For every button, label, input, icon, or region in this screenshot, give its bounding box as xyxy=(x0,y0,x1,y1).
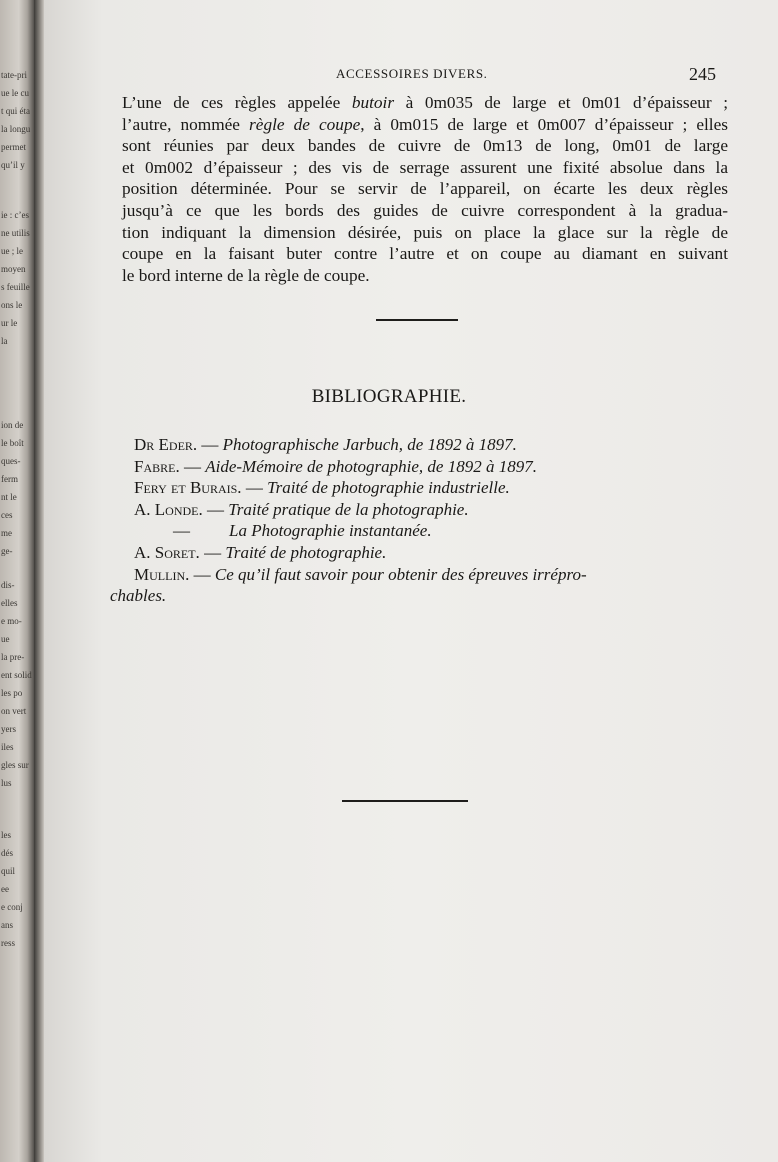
running-header xyxy=(290,66,716,88)
facing-page-fragment: ion de xyxy=(1,420,24,430)
facing-page-fragment: ne utilis xyxy=(1,228,30,238)
facing-page-fragment: ue xyxy=(1,634,10,644)
facing-page-fragment: t qui éta xyxy=(1,106,30,116)
body-line: position déterminée. Pour se servir de l’appareil, on écarte les deux règles xyxy=(122,179,728,199)
body-line: tion indiquant la dimension désirée, puis on place la glace sur la règle de xyxy=(122,222,728,242)
page-number: 245 xyxy=(689,64,716,84)
facing-page-fragment: on vert xyxy=(1,706,27,716)
bibliography-entry: A. Soret. — Traité de photographie. xyxy=(134,542,387,562)
section-rule xyxy=(376,319,458,321)
end-rule xyxy=(342,800,468,802)
facing-page-fragment: me xyxy=(1,528,12,538)
facing-page-fragment: gles sur xyxy=(1,760,29,770)
book-gutter xyxy=(34,0,44,1162)
facing-page-fragment: ces xyxy=(1,510,13,520)
facing-page-fragment: yers xyxy=(1,724,16,734)
body-line: et 0m002 d’épaisseur ; des vis de serrage assurent une fixité absolue dans la xyxy=(122,157,728,177)
facing-page-fragment: quil xyxy=(1,866,16,876)
facing-page-fragment: ge- xyxy=(1,546,13,556)
facing-page-fragment: ent solid xyxy=(1,670,32,680)
bibliography-entry: — La Photographie instantanée. xyxy=(173,521,432,541)
facing-page-fragment: e mo- xyxy=(1,616,22,626)
facing-page-fragment: e conj xyxy=(1,902,23,912)
facing-page-fragment: dis- xyxy=(1,580,15,590)
facing-page-fragment: ons le xyxy=(1,300,23,310)
bibliography-list xyxy=(110,434,730,607)
bibliography-entry: Fery et Burais. — Traité de photographie industrielle. xyxy=(134,478,510,498)
facing-page-fragment: ans xyxy=(1,920,13,930)
running-title: ACCESSOIRES DIVERS. xyxy=(336,66,488,81)
facing-page-fragment: la longu xyxy=(1,124,31,134)
bibliography-entry: Fabre. — Aide-Mémoire de photographie, de 1892 à 1897. xyxy=(134,456,537,476)
facing-page-fragment: les xyxy=(1,830,11,840)
facing-page-fragment: iles xyxy=(1,742,14,752)
facing-page-fragment: qu’il y xyxy=(1,160,25,170)
facing-page-fragment: moyen xyxy=(1,264,26,274)
facing-page-fragment: ress xyxy=(1,938,15,948)
bibliography-entry: Mullin. — Ce qu’il faut savoir pour obtenir des épreuves irrépro- xyxy=(134,564,587,584)
facing-page-fragment: permet xyxy=(1,142,26,152)
facing-page-fragment: ie : c’es xyxy=(1,210,29,220)
facing-page-fragment: les po xyxy=(1,688,23,698)
body-line: l’autre, nommée règle de coupe, à 0m015 de large et 0m007 d’épaisseur ; elles xyxy=(122,114,728,134)
body-line: sont réunies par deux bandes de cuivre de 0m13 de long, 0m01 de large xyxy=(122,136,728,156)
body-paragraph xyxy=(122,92,728,286)
facing-page-fragment: nt le xyxy=(1,492,17,502)
facing-page-fragment: tate-pri xyxy=(1,70,27,80)
facing-page-fragment: ur le xyxy=(1,318,18,328)
facing-page-fragment: elles xyxy=(1,598,18,608)
facing-page-fragment: la xyxy=(1,336,8,346)
facing-page-fragment: dés xyxy=(1,848,13,858)
facing-page-fragment: la pre- xyxy=(1,652,25,662)
facing-page-fragment: ue le cu xyxy=(1,88,29,98)
body-line: L’une de ces règles appelée butoir à 0m035 de large et 0m01 d’épaisseur ; xyxy=(122,93,728,112)
facing-page-fragment: ques- xyxy=(1,456,21,466)
facing-page-fragment: lus xyxy=(1,778,12,788)
facing-page-fragment: ferm xyxy=(1,474,18,484)
facing-page-fragment: le boît xyxy=(1,438,24,448)
bibliography-entry: A. Londe. — Traité pratique de la photographie. xyxy=(134,499,469,519)
bibliography-entry-continuation: chables. xyxy=(110,586,167,606)
facing-page-fragment: s feuille xyxy=(1,282,30,292)
facing-page-fragment: ee xyxy=(1,884,9,894)
bibliography-entry: Dr Eder. — Photographische Jarbuch, de 1892 à 1897. xyxy=(134,435,517,454)
facing-page-fragment: ue ; le xyxy=(1,246,23,256)
body-line: coupe en la faisant buter contre l’autre et on coupe au diamant en suivant xyxy=(122,244,728,264)
bibliography-heading: BIBLIOGRAPHIE. xyxy=(311,386,467,407)
facing-page-edge xyxy=(0,0,34,1162)
body-line: jusqu’à ce que les bords des guides de cuivre correspondent à la gradua- xyxy=(122,200,728,220)
body-line: le bord interne de la règle de coupe. xyxy=(122,265,370,285)
